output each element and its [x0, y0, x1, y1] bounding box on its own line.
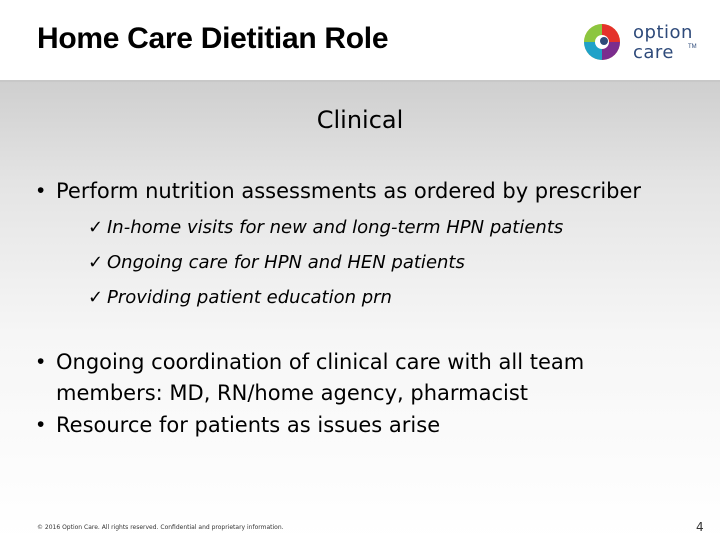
sub-item-3: Providing patient education prn	[107, 287, 392, 308]
bullet-marker: •	[37, 350, 45, 373]
logo-word-option: option	[633, 22, 693, 43]
logo-trademark: TM	[688, 44, 697, 50]
page-number: 4	[696, 520, 704, 534]
logo-word-care: care	[633, 42, 675, 63]
section-heading-text: Clinical	[316, 106, 404, 134]
slide-title: Home Care Dietitian Role	[37, 22, 389, 55]
bullet-item-2-line-1: Ongoing coordination of clinical care with all team	[56, 350, 585, 374]
checkmark-icon: ✓	[88, 252, 104, 272]
bullet-marker: •	[37, 413, 45, 436]
slide-header	[0, 0, 720, 80]
section-heading	[0, 106, 720, 134]
bullet-item-3: Resource for patients as issues arise	[56, 413, 441, 437]
slide-body	[0, 82, 720, 540]
checkmark-icon: ✓	[88, 287, 104, 307]
bullet-item-1: Perform nutrition assessments as ordered by prescriber	[56, 179, 642, 203]
sub-item-2: Ongoing care for HPN and HEN patients	[107, 252, 465, 273]
sub-item-1: In-home visits for new and long-term HPN patients	[107, 217, 564, 238]
bullet-item-2-line-2: members: MD, RN/home agency, pharmacist	[56, 381, 529, 405]
checkmark-icon: ✓	[88, 217, 104, 237]
bullet-marker: •	[37, 179, 45, 202]
copyright-footer: © 2016 Option Care. All rights reserved. Confidential and proprietary information.	[37, 524, 284, 531]
